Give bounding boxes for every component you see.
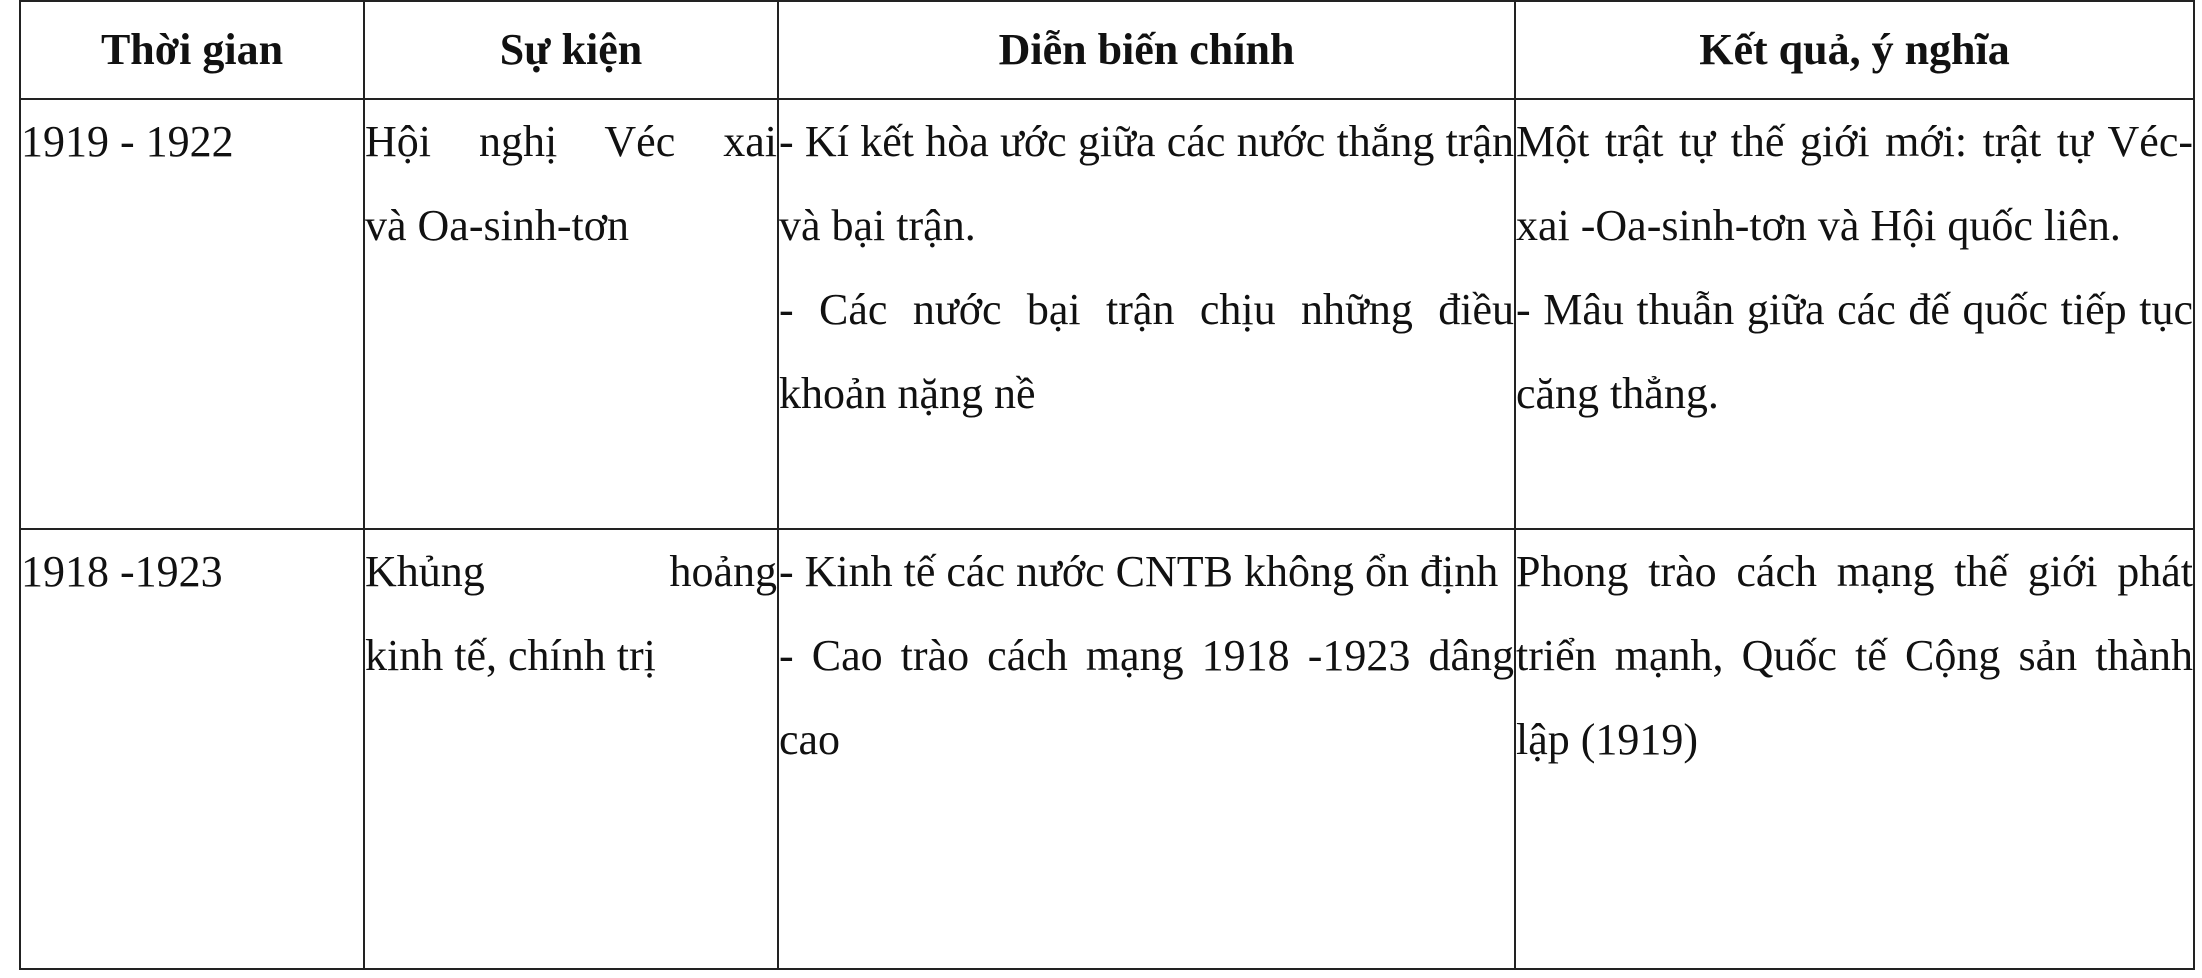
event-text-line: và Oa-sinh-tơn <box>365 201 629 250</box>
developments-cell <box>778 529 1515 969</box>
time-cell <box>20 529 364 969</box>
event-text-line: Khủng hoảng <box>365 547 777 596</box>
development-item: - Kinh tế các nước CNTB không ổn định <box>779 547 1499 596</box>
developments-cell <box>778 99 1515 529</box>
table-row <box>20 99 2194 529</box>
development-item: - Các nước bại trận chịu những điều khoản nặng nề <box>779 285 1514 418</box>
header-event: Sự kiện <box>364 1 778 99</box>
header-results: Kết quả, ý nghĩa <box>1515 1 2194 99</box>
history-table <box>19 0 2195 970</box>
event-cell <box>364 99 778 529</box>
development-item: - Cao trào cách mạng 1918 -1923 dâng cao <box>779 631 1514 764</box>
result-item: Một trật tự thế giới mới: trật tự Véc-xai -Oa-sinh-tơn và Hội quốc liên. <box>1516 117 2193 250</box>
event-cell <box>364 529 778 969</box>
development-item: - Kí kết hòa ước giữa các nước thắng trận và bại trận. <box>779 117 1514 250</box>
time-cell <box>20 99 364 529</box>
table-row <box>20 529 2194 969</box>
header-developments: Diễn biến chính <box>778 1 1515 99</box>
event-text-line: Hội nghị Véc xai <box>365 117 777 166</box>
results-cell <box>1515 99 2194 529</box>
time-text: 1919 - 1922 <box>21 117 234 166</box>
result-item: - Mâu thuẫn giữa các đế quốc tiếp tục căng thẳng. <box>1516 285 2193 418</box>
header-time: Thời gian <box>20 1 364 99</box>
header-row <box>20 1 2194 99</box>
time-text: 1918 -1923 <box>21 547 223 596</box>
results-cell <box>1515 529 2194 969</box>
event-text-line: kinh tế, chính trị <box>365 631 656 680</box>
result-item: Phong trào cách mạng thế giới phát triển mạnh, Quốc tế Cộng sản thành lập (1919) <box>1516 547 2193 764</box>
